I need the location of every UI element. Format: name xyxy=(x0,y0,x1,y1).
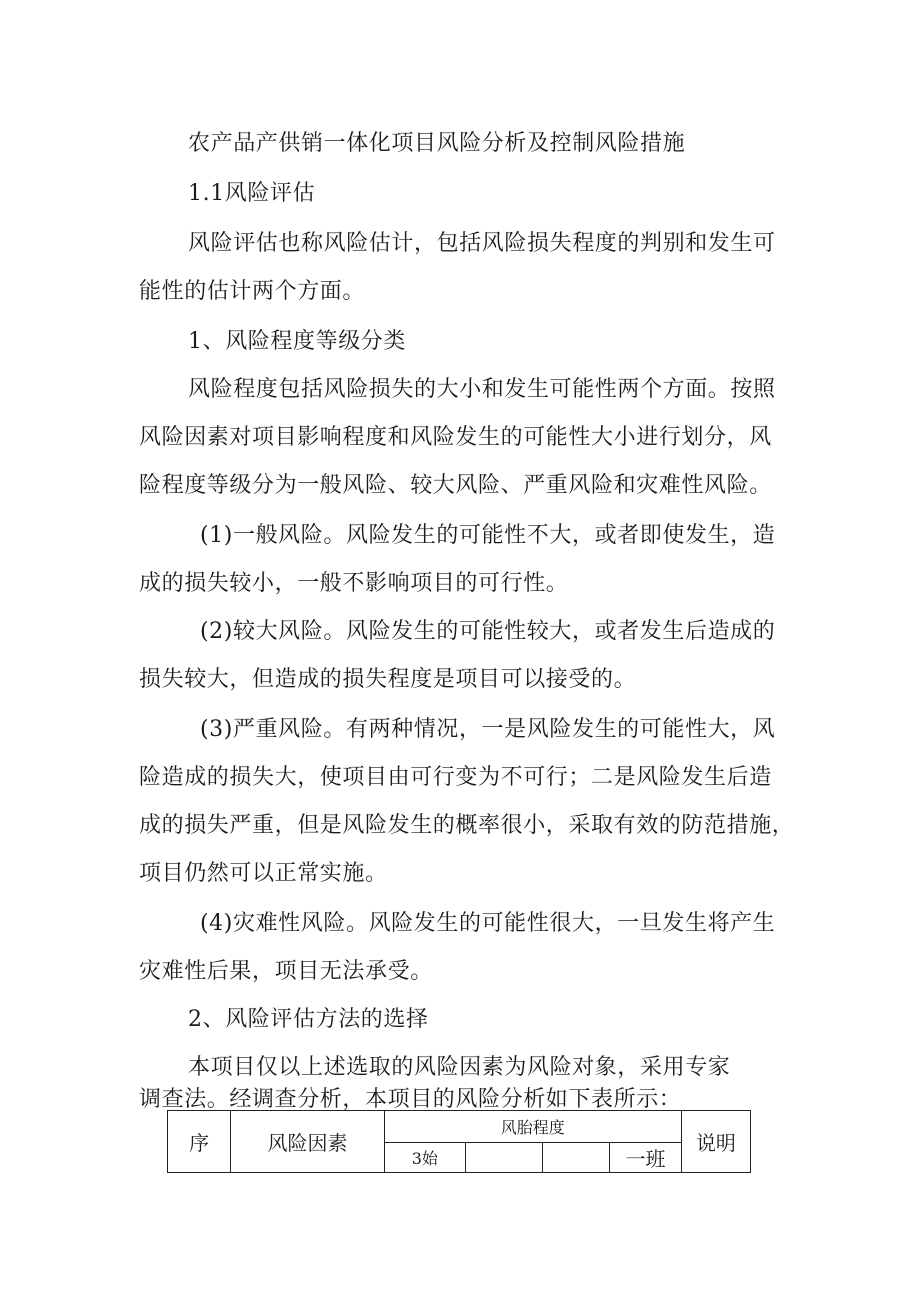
paragraph-line: 险程度等级分为一般风险、较大风险、严重风险和灾难性风险。 xyxy=(139,473,772,498)
table-header-note: 说明 xyxy=(681,1111,750,1173)
list-item-line: (4)灾难性风险。风险发生的可能性很大，一旦发生将产生 xyxy=(200,911,776,936)
list-item-line: 险造成的损失大，使项目由可行变为不可行；二是风险发生后造 xyxy=(139,765,772,790)
paragraph-line: 调查法。经调查分析，本项目的风险分析如下表所示： xyxy=(139,1087,682,1112)
list-item-line: 项目仍然可以正常实施。 xyxy=(139,861,388,886)
intro-line: 风险评估也称风险估计，包括风险损失程度的判别和发生可 xyxy=(188,231,776,256)
section-heading: 1.1风险评估 xyxy=(188,181,316,206)
list-item-line: 成的损失严重，但是风险发生的概率很小，采取有效的防范措施， xyxy=(139,813,795,838)
list-item-line: 灾难性后果，项目无法承受。 xyxy=(139,959,433,984)
table-subheader-cell: 3始 xyxy=(384,1143,465,1173)
subheading-method: 2、风险评估方法的选择 xyxy=(188,1007,429,1032)
table-header-factor: 风险因素 xyxy=(231,1111,385,1173)
paragraph-line: 风险程度包括风险损失的大小和发生可能性两个方面。按照 xyxy=(188,377,776,402)
risk-table xyxy=(167,1110,751,1173)
table-header-degree: 风胎程度 xyxy=(384,1111,681,1143)
table-header-seq: 序 xyxy=(168,1111,231,1173)
paragraph-line: 本项目仅以上述选取的风险因素为风险对象，采用专家 xyxy=(188,1055,731,1080)
table-subheader-cell xyxy=(543,1143,610,1173)
list-item-line: 损失较大，但造成的损失程度是项目可以接受的。 xyxy=(139,667,637,692)
intro-line: 能性的估计两个方面。 xyxy=(139,279,366,304)
list-item-line: (1)一般风险。风险发生的可能性不大，或者即使发生，造 xyxy=(200,523,776,548)
list-item-line: 成的损失较小，一般不影响项目的可行性。 xyxy=(139,571,569,596)
list-item-line: (2)较大风险。风险发生的可能性较大，或者发生后造成的 xyxy=(200,619,776,644)
document-title: 农产品产供销一体化项目风险分析及控制风险措施 xyxy=(188,131,686,156)
list-item-line: (3)严重风险。有两种情况，一是风险发生的可能性大，风 xyxy=(200,717,776,742)
subheading-risk-levels: 1、风险程度等级分类 xyxy=(188,329,406,354)
table-subheader-cell: 一班 xyxy=(610,1143,681,1173)
paragraph-line: 风险因素对项目影响程度和风险发生的可能性大小进行划分，风 xyxy=(139,425,772,450)
table-subheader-cell xyxy=(465,1143,542,1173)
